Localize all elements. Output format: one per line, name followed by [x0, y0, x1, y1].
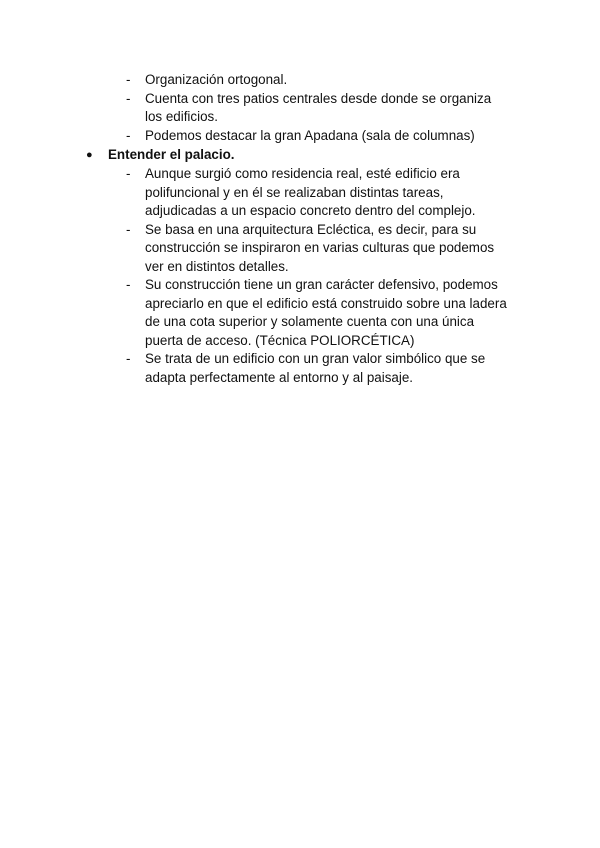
- item-text-line: puerta de acceso. (Técnica POLIORCÉTICA): [145, 332, 415, 348]
- sub-list-layout: [0, 71, 600, 145]
- dash-marker: -: [126, 166, 131, 181]
- list-item: [0, 127, 545, 146]
- item-text-line: ver en distintos detalles.: [145, 258, 289, 274]
- item-text-line: Se trata de un edificio con un gran valor simbólico que se: [145, 351, 486, 366]
- list-item: [0, 276, 545, 350]
- item-text-line: apreciarlo en que el edificio está construido sobre una ladera: [145, 295, 507, 311]
- dash-marker: -: [126, 90, 131, 106]
- item-text-line: Podemos destacar la gran Apadana (sala de columnas): [145, 127, 475, 143]
- bullet-icon: ●: [86, 149, 93, 161]
- item-text-line: adapta perfectamente al entorno y al paisaje.: [145, 369, 413, 385]
- item-text-line: Cuenta con tres patios centrales desde donde se organiza: [145, 90, 492, 106]
- list-item: [0, 165, 545, 221]
- dash-marker: -: [126, 72, 131, 87]
- dash-marker: -: [126, 277, 131, 292]
- item-text-line: Su construcción tiene un gran carácter defensivo, podemos: [145, 277, 498, 292]
- dash-marker: -: [126, 221, 131, 237]
- list-item: [0, 350, 545, 387]
- list-item: [0, 71, 545, 90]
- item-text-line: de una cota superior y solamente cuenta con una única: [145, 314, 475, 329]
- dash-marker: -: [126, 351, 131, 366]
- item-text-line: construcción se inspiraron en varias culturas que podemos: [145, 240, 495, 255]
- list-item: [0, 221, 545, 277]
- dash-marker: -: [126, 127, 131, 143]
- item-text-line: Se basa en una arquitectura Ecléctica, es decir, para su: [145, 221, 477, 237]
- list-item: [0, 90, 545, 127]
- item-text-line: Organización ortogonal.: [145, 72, 288, 87]
- item-text-line: polifuncional y en él se realizaban distintas tareas,: [145, 184, 444, 200]
- sub-list-palace: [0, 165, 600, 387]
- section-title: Entender el palacio.: [108, 147, 235, 162]
- item-text-line: adjudicadas a un espacio concreto dentro del complejo.: [145, 203, 476, 218]
- item-text-line: los edificios.: [145, 109, 218, 124]
- item-text-line: Aunque surgió como residencia real, esté edificio era: [145, 166, 460, 181]
